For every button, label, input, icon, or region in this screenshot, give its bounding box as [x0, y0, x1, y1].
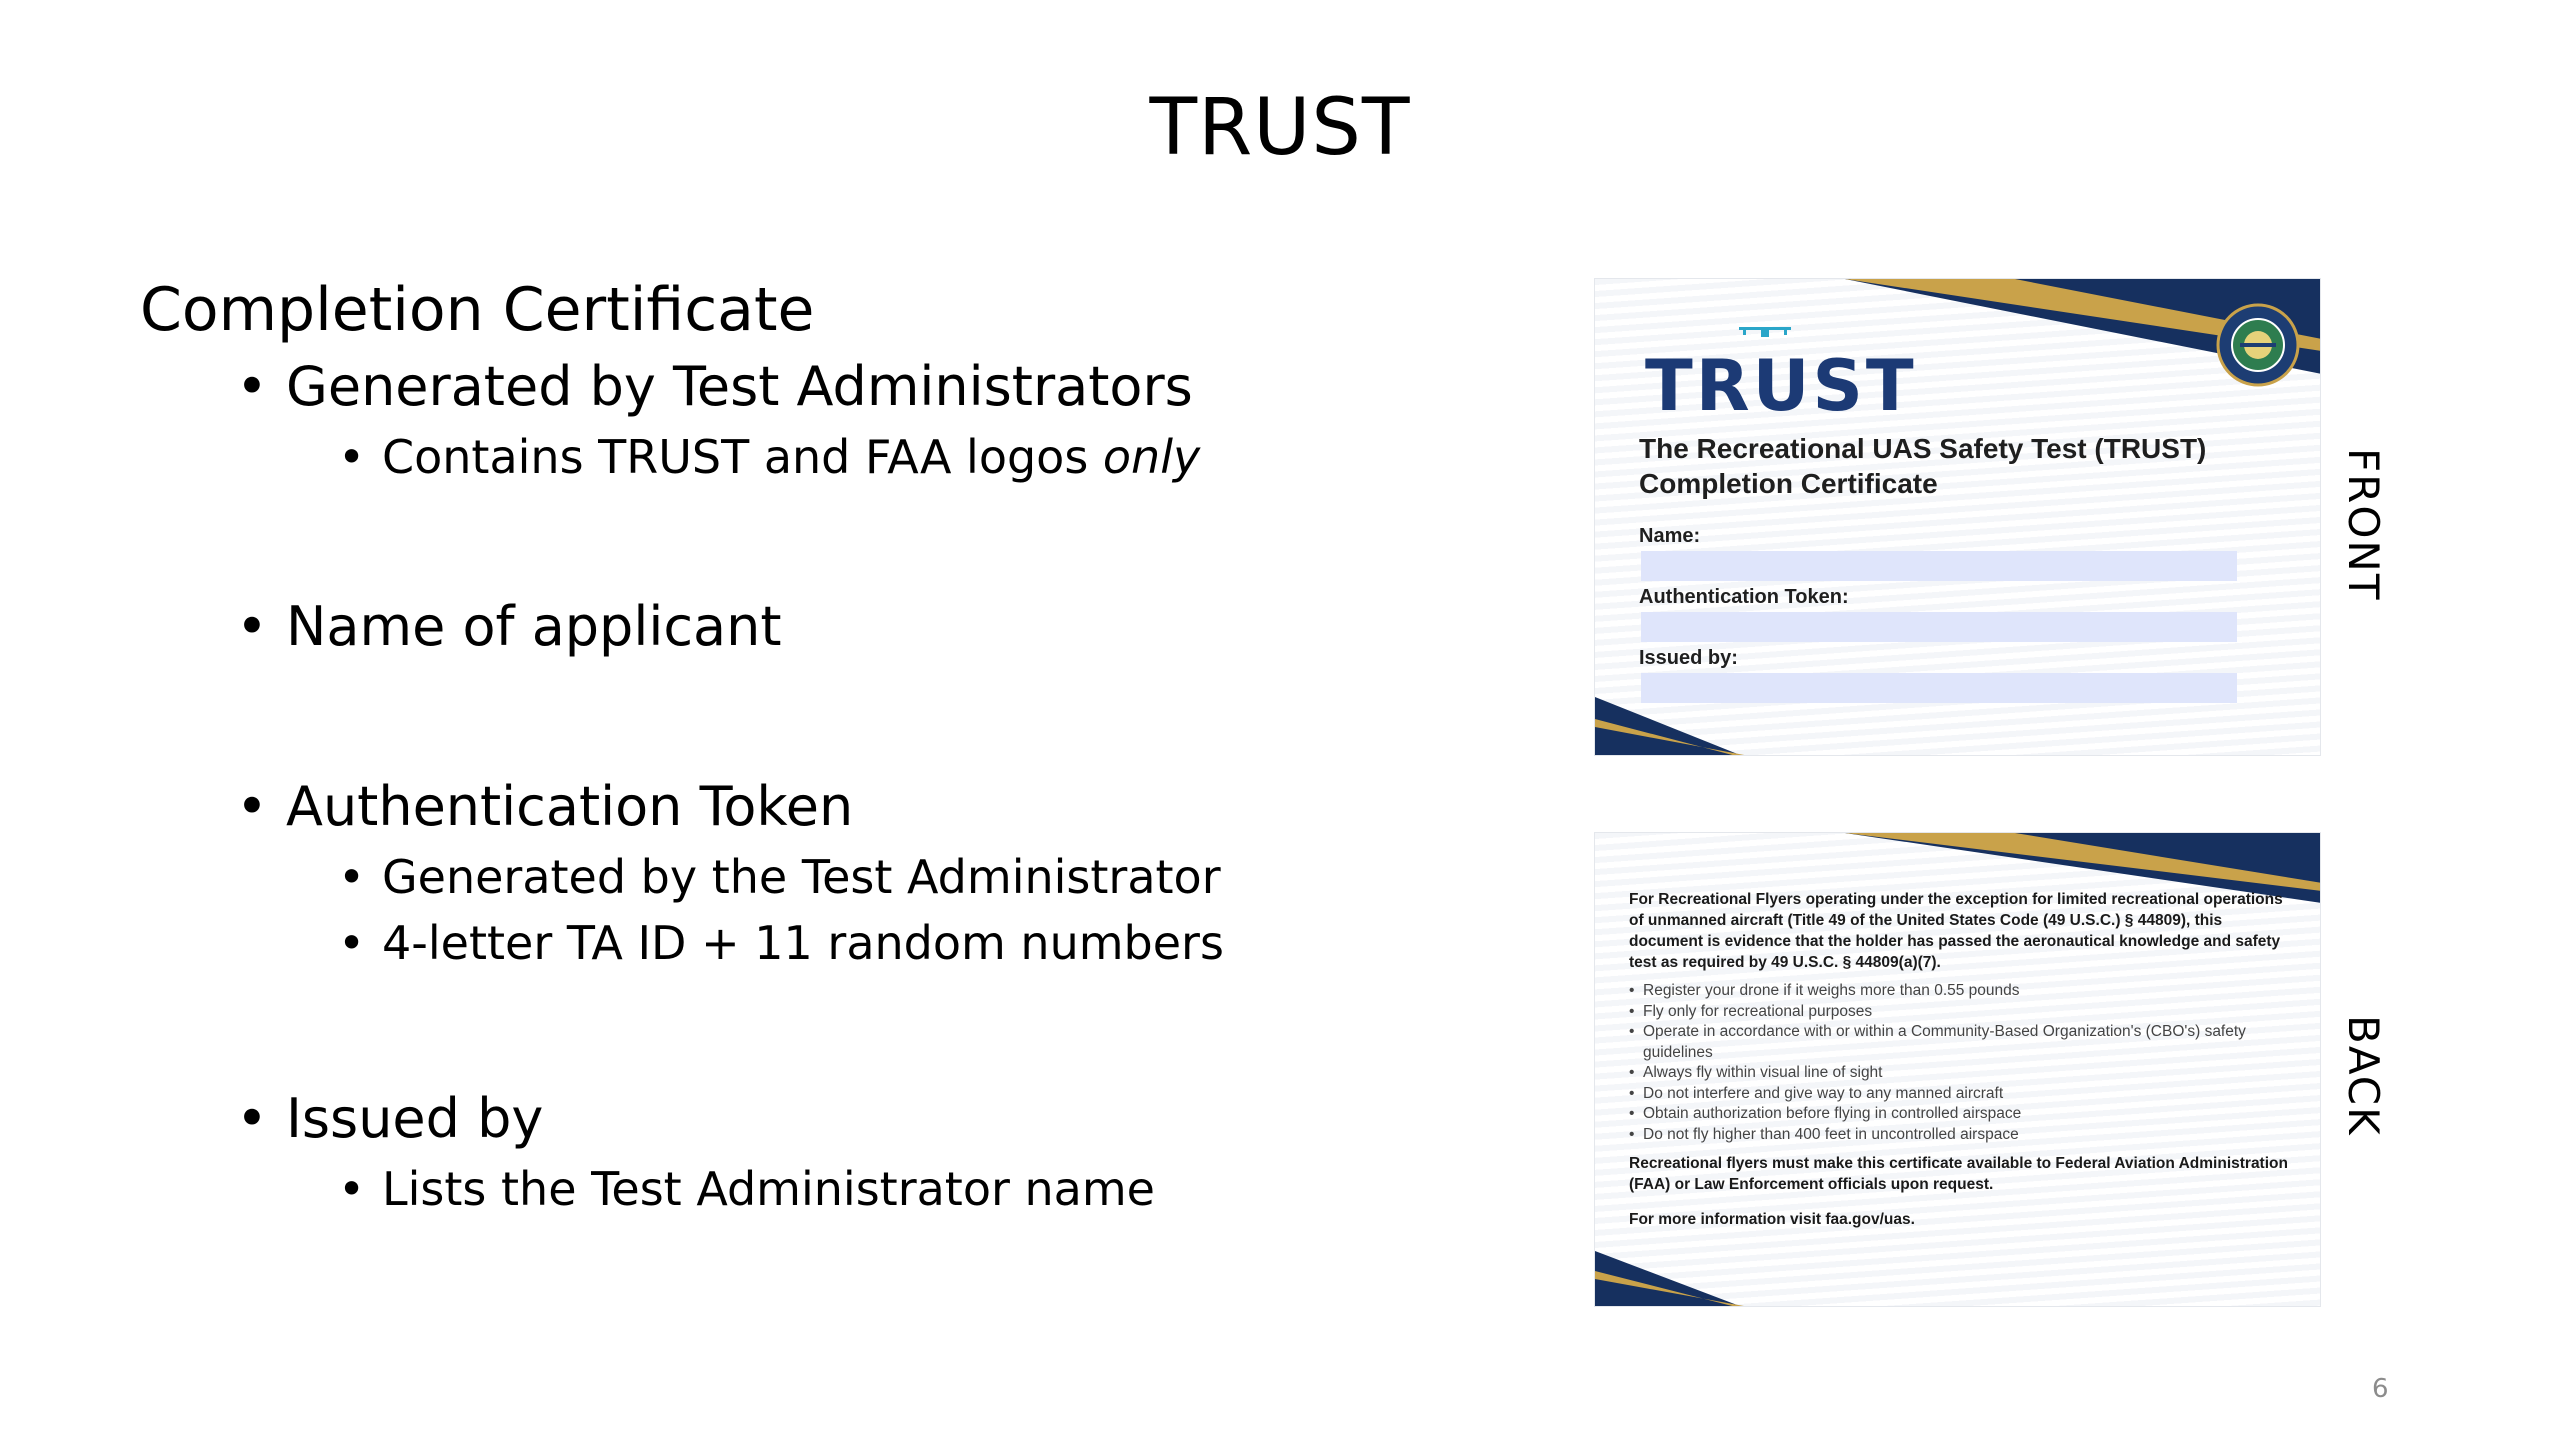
back-rule-item: • Operate in accordance with or within a Community-Based Organization's (CBO's) safety guidelines — [1629, 1022, 2299, 1063]
back-side-label: BACK — [2339, 1015, 2388, 1137]
name-label: Name: — [1639, 525, 1701, 547]
bullet-name-of-applicant: • Name of applicant — [286, 590, 1490, 664]
certificate-front-image — [1594, 278, 2321, 756]
certificate-title — [1639, 431, 2279, 501]
back-availability: Recreational flyers must make this certificate available to Federal Aviation Administration (FAA) or Law Enforcement officials upon request. — [1629, 1155, 2288, 1193]
page-number: 6 — [2372, 1374, 2389, 1404]
issued-field — [1641, 673, 2237, 703]
slide-title: TRUST — [1149, 83, 1411, 173]
back-intro: For Recreational Flyers operating under the exception for limited recreational operations of unmanned aircraft (Title 49 of the United States Code (49 U.S.C.) § 44809), this document is evidence that the holder has passed the aeronautical knowledge and safety test as required by 49 U.S.C. § 44809(a)(7). — [1629, 891, 2283, 971]
certificate-back-text — [1629, 889, 2299, 1230]
section-heading: Completion Certificate — [140, 275, 815, 345]
certificate-back-image — [1594, 832, 2321, 1307]
back-rule-item: • Obtain authorization before flying in controlled airspace — [1629, 1104, 2299, 1125]
issued-label: Issued by: — [1639, 647, 1738, 669]
bullet-authentication-token: • Authentication Token — [286, 770, 1490, 844]
back-rules-list — [1629, 981, 2299, 1145]
faa-seal-icon — [2216, 303, 2300, 387]
front-side-label: FRONT — [2339, 448, 2388, 602]
sub-bullet-issued-name: • Lists the Test Administrator name — [382, 1156, 1490, 1222]
bullet-issued-by: • Issued by — [286, 1082, 1490, 1156]
certificate-title-line2: Completion Certificate — [1639, 468, 1938, 499]
bullet-generated-by: • Generated by Test Administrators — [286, 350, 1490, 424]
back-rule-item: • Do not interfere and give way to any manned aircraft — [1629, 1084, 2299, 1105]
certificate-title-line1: The Recreational UAS Safety Test (TRUST) — [1639, 433, 2207, 464]
back-rule-item: • Fly only for recreational purposes — [1629, 1002, 2299, 1023]
sub-bullet-token-format: • 4-letter TA ID + 11 random numbers — [382, 910, 1490, 976]
drone-icon — [1735, 323, 1795, 353]
sub-bullet-token-generated: • Generated by the Test Administrator — [382, 844, 1490, 910]
sub-bullet-logos-text: Contains TRUST and FAA logos — [382, 430, 1103, 484]
trust-logo-text: TRUST — [1645, 345, 1917, 427]
slide-body — [140, 270, 1490, 1222]
sub-bullet-logos-emphasis: only — [1102, 430, 1201, 484]
back-more-info: For more information visit faa.gov/uas. — [1629, 1211, 1915, 1228]
back-rule-item: • Register your drone if it weighs more than 0.55 pounds — [1629, 981, 2299, 1002]
sub-bullet-logos — [382, 424, 1490, 490]
token-label: Authentication Token: — [1639, 586, 1849, 608]
name-field — [1641, 551, 2237, 581]
back-rule-item: • Do not fly higher than 400 feet in uncontrolled airspace — [1629, 1125, 2299, 1146]
back-rule-item: • Always fly within visual line of sight — [1629, 1063, 2299, 1084]
token-field — [1641, 612, 2237, 642]
